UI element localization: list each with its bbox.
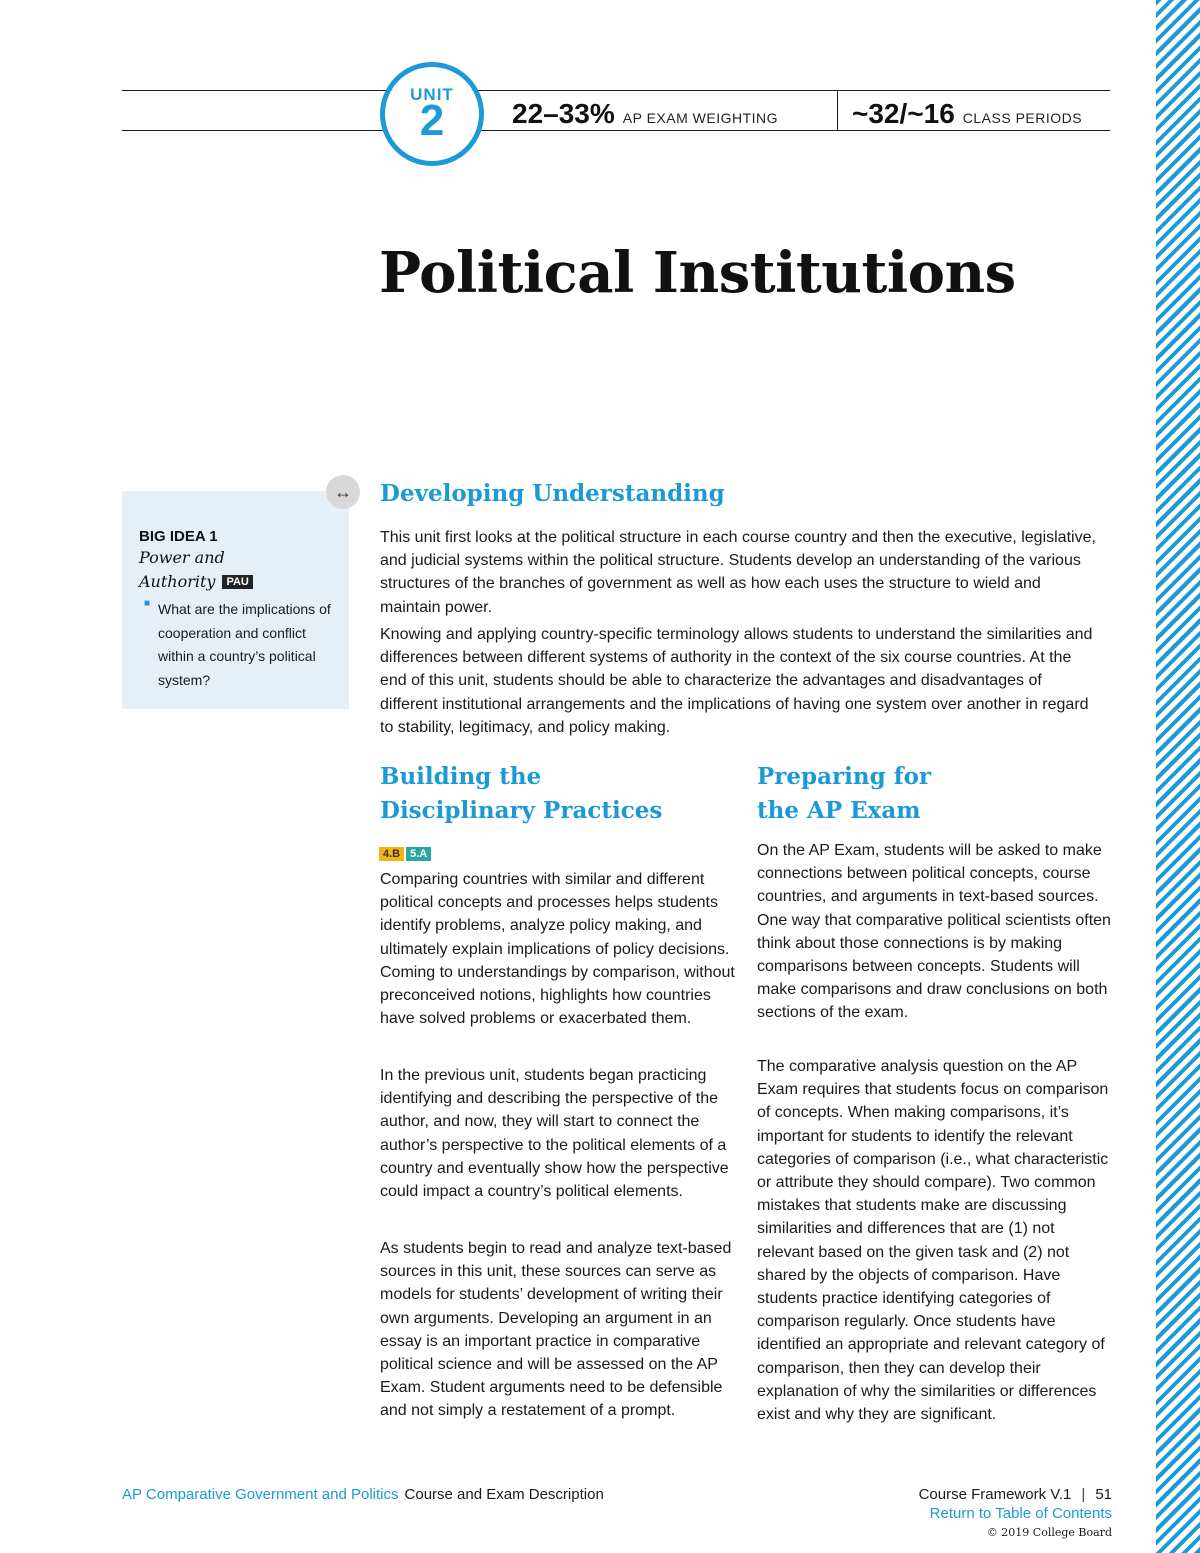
big-idea-code-badge: PAU — [222, 575, 252, 589]
preparing-heading-line2: the AP Exam — [757, 797, 921, 824]
exam-weighting-value: 22–33% — [512, 98, 615, 129]
big-idea-title-line2 — [139, 572, 253, 591]
exam-weighting-label: AP EXAM WEIGHTING — [622, 110, 779, 126]
class-periods-value: ~32/~16 — [852, 98, 955, 129]
decorative-stripe-border — [1156, 0, 1200, 1553]
footer-course-title — [122, 1486, 604, 1503]
building-heading-line2: Disciplinary Practices — [380, 797, 663, 824]
preparing-paragraph-2: The comparative analysis question on the AP Exam requires that students focus on comparison of concepts. When making comparisons, it’s important for students to identify the relevant categories of comparison (i.e., what characteristic or attribute they should compare). Two common mistakes that students make are discussing similarities and differences that are (1) not relevant based on the given task and (2) not shared by the objects of comparison. Have students practice identifying categories of comparison regularly. Once students have identified an appropriate and relevant category of comparison, then they can develop their explanation of why the similarities or differences exist and why they are significant. — [757, 1058, 1109, 1424]
footer-course-name: AP Comparative Government and Politics — [122, 1486, 399, 1503]
unit-label: UNIT — [410, 85, 454, 104]
exam-weighting — [512, 98, 778, 130]
preparing-paragraph-1: On the AP Exam, students will be asked to make connections between political concepts, course countries, and arguments in text-based sources. One way that comparative political scientists often think about those connections is by making comparisons between concepts. Students will make comparisons and draw conclusions on both sections of the exam. — [757, 842, 1111, 1022]
big-idea-question: What are the implications of cooperation and conflict within a country’s political system? — [158, 601, 331, 688]
developing-paragraph-1: This unit first looks at the political structure in each course country and then the executive, legislative, and judicial systems within the political structure. Students develop an understanding of the various structures of the branches of government as well as how each uses the structure to wield and maintain power. — [380, 529, 1096, 616]
page-number: 51 — [1095, 1486, 1112, 1503]
square-bullet-icon: ■ — [144, 598, 151, 609]
page-title: Political Institutions — [379, 240, 1016, 306]
big-idea-heading: BIG IDEA 1 — [139, 528, 218, 545]
header-rule-top — [122, 90, 1110, 91]
building-paragraph-3: As students begin to read and analyze text-based sources in this unit, these sources can serve as models for students’ development of writing their own arguments. Developing an argument in an essay is an important practice in comparative political science and will be assessed on the AP Exam. Student arguments need to be defensible and not simply a restatement of a prompt. — [380, 1240, 732, 1420]
header-divider — [837, 91, 838, 130]
building-heading — [380, 760, 662, 828]
practice-badge: 5.A — [406, 847, 431, 861]
footer-copyright: © 2019 College Board — [986, 1526, 1112, 1539]
footer-framework: Course Framework V.1 — [918, 1486, 1072, 1503]
big-idea-sidebar — [122, 491, 349, 709]
preparing-heading-line1: Preparing for — [757, 763, 932, 790]
building-paragraph-2: In the previous unit, students began practicing identifying and describing the perspective of the author, and now, they will start to connect the author’s perspective to the political elements of a country and eventually show how the perspective could impact a country’s political elements. — [380, 1067, 729, 1201]
practice-badges — [379, 844, 433, 862]
building-paragraph-1: Comparing countries with similar and different political concepts and processes helps students identify problems, analyze policy making, and ultimately explain implications of policy decisions. Coming to understandings by comparison, without preconceived notions, highlights how countries have solved problems or exacerbated them. — [380, 871, 735, 1028]
practice-badge: 4.B — [379, 847, 404, 861]
preparing-heading — [757, 760, 931, 828]
big-idea-title-text: Authority — [139, 572, 216, 591]
footer-doc-name: Course and Exam Description — [404, 1486, 604, 1503]
header-rule-bottom — [122, 130, 1110, 131]
unit-number: 2 — [419, 96, 445, 145]
class-periods-label: CLASS PERIODS — [962, 110, 1083, 126]
left-right-arrow-icon: ↔ — [326, 475, 360, 509]
developing-paragraph-2: Knowing and applying country-specific terminology allows students to understand the similarities and differences between different systems of authority in the context of the six course countries. At the end of this unit, students should be able to characterize the advantages and disadvantages of different institutional arrangements and the implications of having one system over another in regard to stability, legitimacy, and policy making. — [380, 626, 1093, 736]
unit-badge — [380, 62, 484, 166]
big-idea-title-line1: Power and — [139, 548, 225, 567]
developing-understanding-heading: Developing Understanding — [380, 480, 725, 507]
footer-separator: | — [1081, 1486, 1086, 1503]
building-heading-line1: Building the — [380, 763, 542, 790]
return-to-toc-link[interactable]: Return to Table of Contents — [929, 1505, 1112, 1522]
footer-page-info — [919, 1486, 1112, 1503]
class-periods — [852, 98, 1082, 130]
